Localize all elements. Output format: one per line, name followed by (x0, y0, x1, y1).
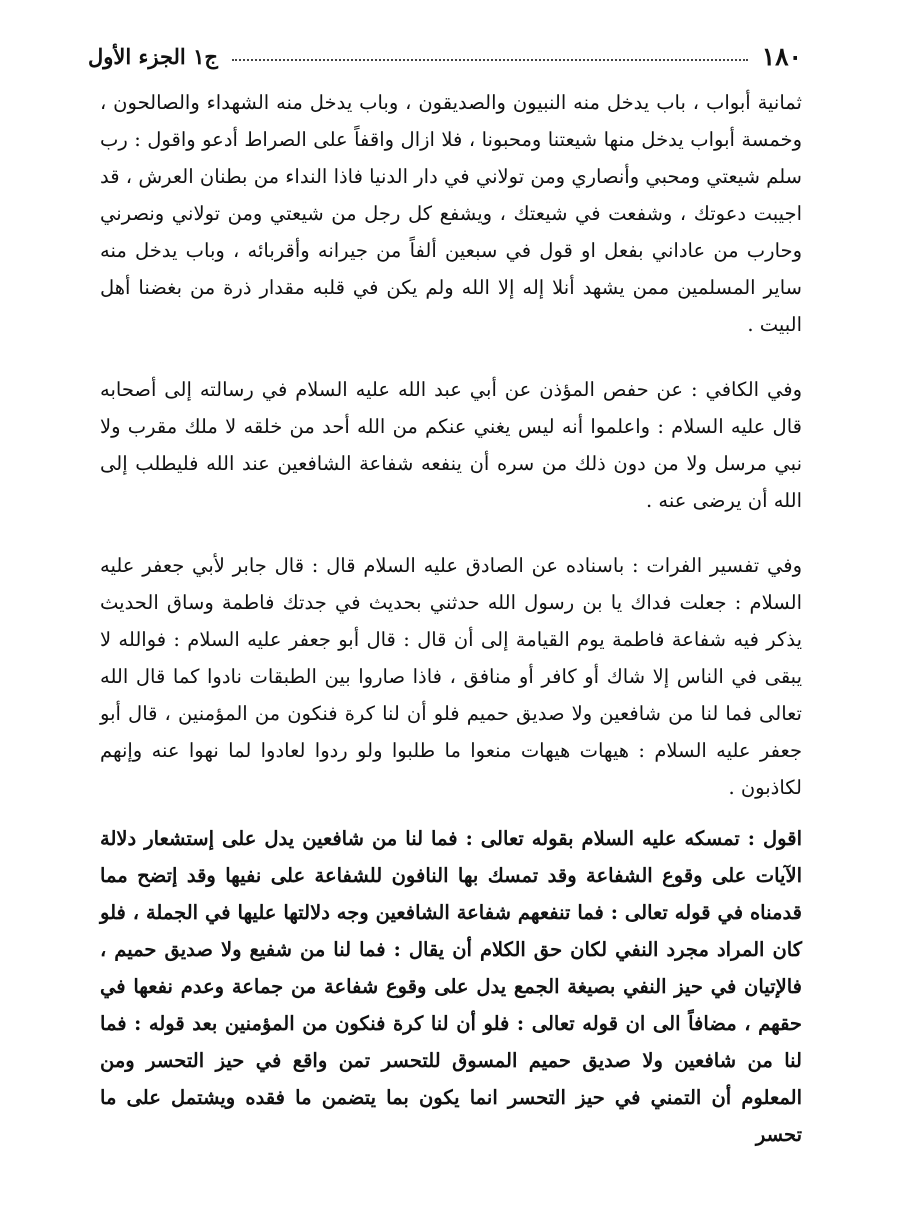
running-head: ج١ الجزء الأول (88, 43, 218, 69)
paragraph-commentary: اقول : تمسكه عليه السلام بقوله تعالى : فما لنا من شافعين يدل على إستشعار دلالة الآيات على وقوع الشفاعة وقد تمسك بها النافون للشفاعة على نفيها وقد إتضح مما قدمناه في قوله تعالى : فما تنفعهم شفاعة الشافعين وجه دلالتها عليها في الجملة ، فلو كان المراد مجرد النفي لكان حق الكلام أن يقال : فما لنا من شفيع ولا صديق حميم ، فالإتيان في حيز النفي بصيغة الجمع يدل على وقوع شفاعة من جماعة وعدم نفعها في حقهم ، مضافاً الى ان قوله تعالى : فلو أن لنا كرة فنكون من المؤمنين بعد قوله : فما لنا من شافعين ولا صديق حميم المسوق للتحسر تمن واقع في حيز التحسر ومن المعلوم أن التمني في حيز التحسر انما يكون بما يتضمن ما فقده ويشتمل على ما تحسر (100, 827, 802, 1146)
paragraph-hadith-gates: ثمانية أبواب ، باب يدخل منه النبيون والصديقون ، وباب يدخل منه الشهداء والصالحون ، وخمسة أبواب يدخل منها شيعتنا ومحبونا ، فلا ازال واقفاً على الصراط أدعو واقول : رب سلم شيعتي ومحبي وأنصاري ومن تولاني في دار الدنيا فاذا النداء من بطنان العرش ، قد اجيبت دعوتك ، وشفعت في شيعتك ، ويشفع كل رجل من شيعتي ومن تولاني ونصرني وحارب من عاداني بفعل او قول في سبعين ألفاً من جيرانه وأقربائه ، وباب يدخل منه ساير المسلمين ممن يشهد أنلا إله إلا الله ولم يكن في قلبه مقدار ذرة من بغضنا أهل البيت . (100, 91, 802, 336)
header-dotted-rule (232, 59, 748, 61)
paragraph-al-kafi: وفي الكافي : عن حفص المؤذن عن أبي عبد الله عليه السلام في رسالته إلى أصحابه قال عليه السلام : واعلموا أنه ليس يغني عنكم من الله أحد من خلقه لا ملك مقرب ولا نبي مرسل ولا من دون ذلك من سره أن ينفعه شفاعة الشافعين عند الله فليطلب إلى الله أن يرضى عنه . (100, 378, 802, 512)
paragraph-tafsir-furat: وفي تفسير الفرات : باسناده عن الصادق عليه السلام قال : قال جابر لأبي جعفر عليه السلام : جعلت فداك يا بن رسول الله حدثني بحديث في جدتك فاطمة وساق الحديث يذكر فيه شفاعة فاطمة يوم القيامة إلى أن قال : قال أبو جعفر عليه السلام : فوالله لا يبقى في الناس إلا شاك أو كافر أو منافق ، فاذا صاروا بين الطبقات نادوا كما قال الله تعالى فما لنا من شافعين ولا صديق حميم فلو أن لنا كرة فنكون من المؤمنين ، قال أبو جعفر عليه السلام : هيهات هيهات منعوا ما طلبوا ولو ردوا لعادوا لما نهوا عنه وإنهم لكاذبون . (100, 554, 802, 799)
page-header (88, 36, 802, 76)
page-body (100, 84, 802, 1153)
page-number: ١٨٠ (761, 41, 802, 71)
